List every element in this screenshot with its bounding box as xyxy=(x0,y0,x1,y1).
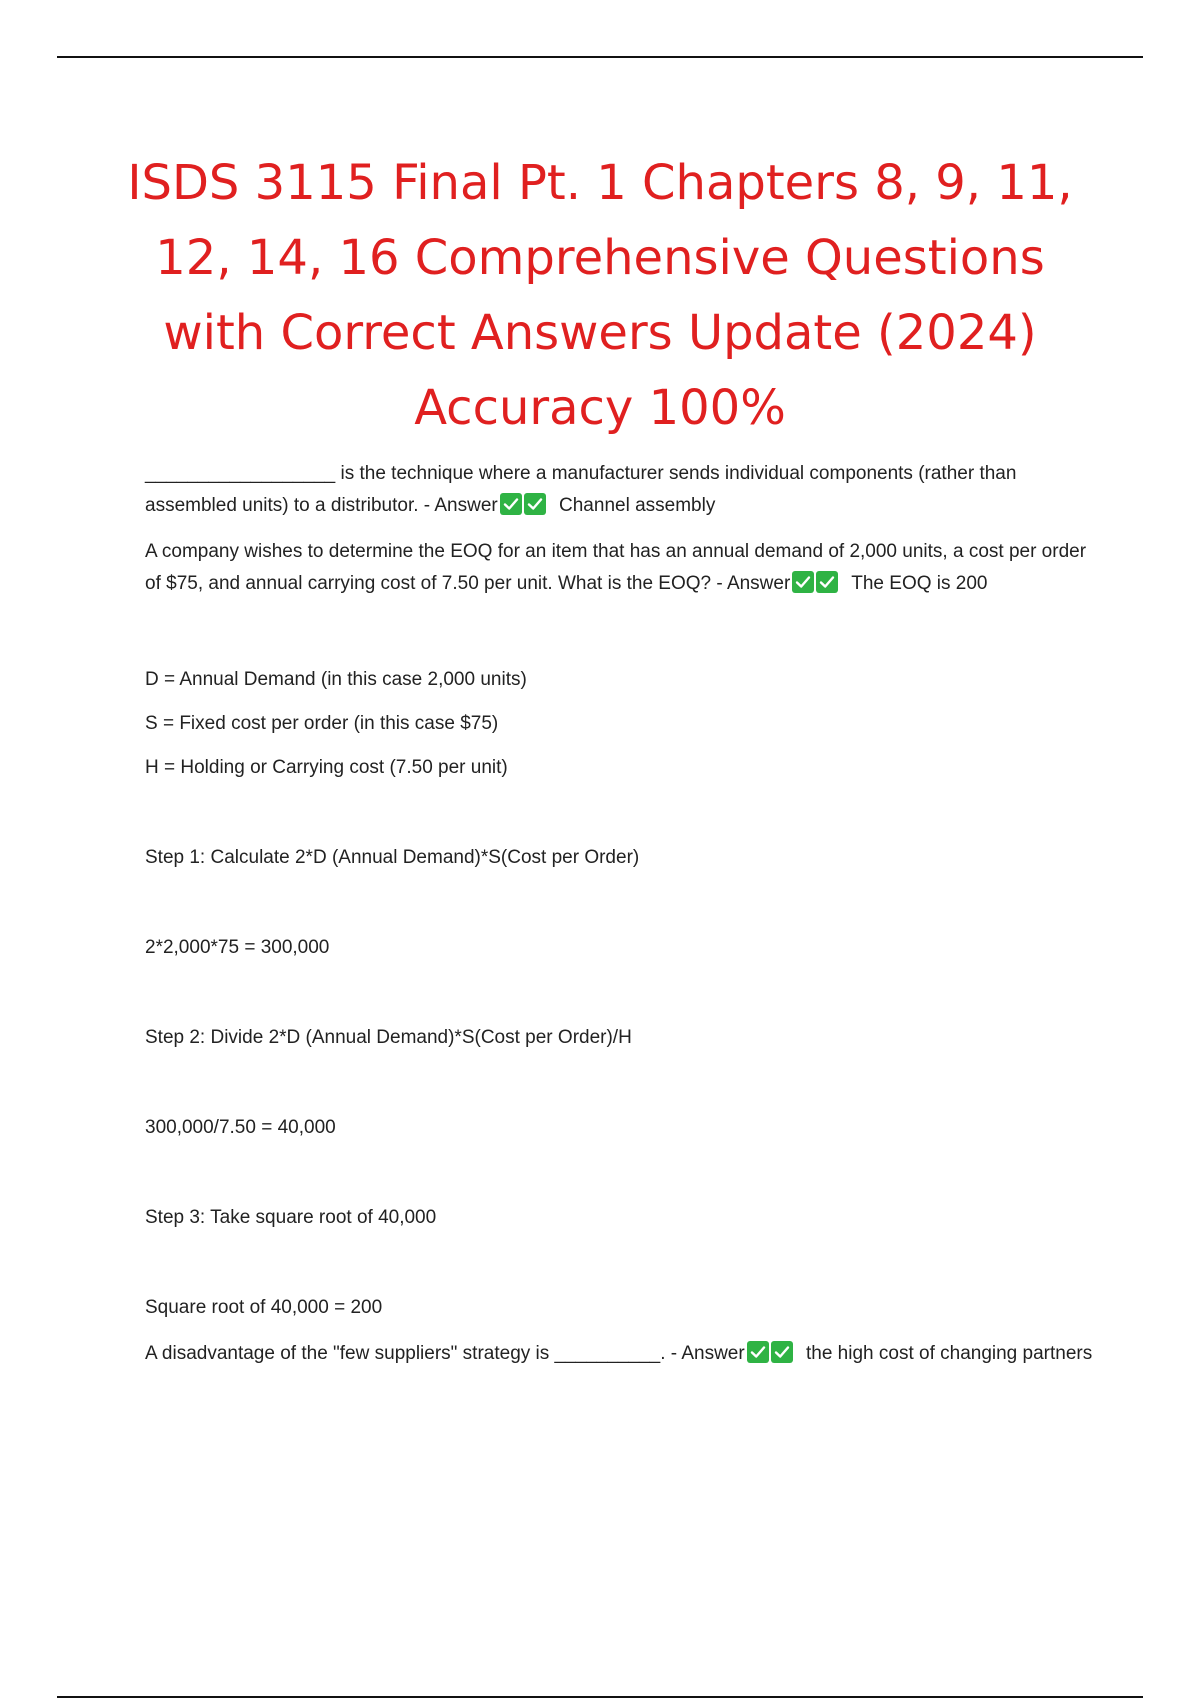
top-rule xyxy=(57,56,1143,58)
eoq-definition-d: D = Annual Demand (in this case 2,000 units) xyxy=(145,669,527,690)
eoq-definition-s: S = Fixed cost per order (in this case $75) xyxy=(145,713,499,734)
eoq-step-3: Step 3: Take square root of 40,000 xyxy=(145,1207,437,1228)
check-mark-icon xyxy=(524,493,546,515)
answer-text: The EOQ is 200 xyxy=(851,573,988,594)
bottom-rule xyxy=(57,1696,1143,1698)
answer-marker: - Answer xyxy=(711,573,791,594)
question-text: A disadvantage of the "few suppliers" strategy is __________. xyxy=(145,1343,666,1364)
answer-text: Channel assembly xyxy=(559,495,716,516)
question-text: A company wishes to determine the EOQ for an item that has an annual demand of 2,000 units, a cost per order of $75, and annual carrying cost of 7.50 per unit. What is the EOQ? xyxy=(145,541,1087,594)
eoq-step-3-result: Square root of 40,000 = 200 xyxy=(145,1297,383,1318)
qa-item-few-suppliers xyxy=(145,1338,1095,1370)
qa-item-channel-assembly xyxy=(145,458,1095,522)
check-mark-icon xyxy=(792,571,814,593)
eoq-step-2-result: 300,000/7.50 = 40,000 xyxy=(145,1117,336,1138)
document-title: ISDS 3115 Final Pt. 1 Chapters 8, 9, 11, 12, 14, 16 Comprehensive Questions with Correct Answers Update (2024) Accuracy 100% xyxy=(127,155,1073,436)
check-mark-icon xyxy=(816,571,838,593)
answer-marker: - Answer xyxy=(665,1343,745,1364)
eoq-definition-h: H = Holding or Carrying cost (7.50 per unit) xyxy=(145,757,508,778)
check-mark-icon xyxy=(500,493,522,515)
answer-text: the high cost of changing partners xyxy=(805,1343,1093,1364)
question-text: __________________ is the technique where a manufacturer sends individual components (rather than assembled units) to a distributor. xyxy=(145,463,1017,516)
document-body xyxy=(145,458,1095,1384)
check-mark-icon xyxy=(771,1341,793,1363)
qa-item-eoq xyxy=(145,536,1095,600)
eoq-step-1-result: 2*2,000*75 = 300,000 xyxy=(145,937,330,958)
eoq-step-2: Step 2: Divide 2*D (Annual Demand)*S(Cost per Order)/H xyxy=(145,1027,632,1048)
answer-marker: - Answer xyxy=(418,495,498,516)
eoq-step-1: Step 1: Calculate 2*D (Annual Demand)*S(Cost per Order) xyxy=(145,847,640,868)
check-mark-icon xyxy=(747,1341,769,1363)
